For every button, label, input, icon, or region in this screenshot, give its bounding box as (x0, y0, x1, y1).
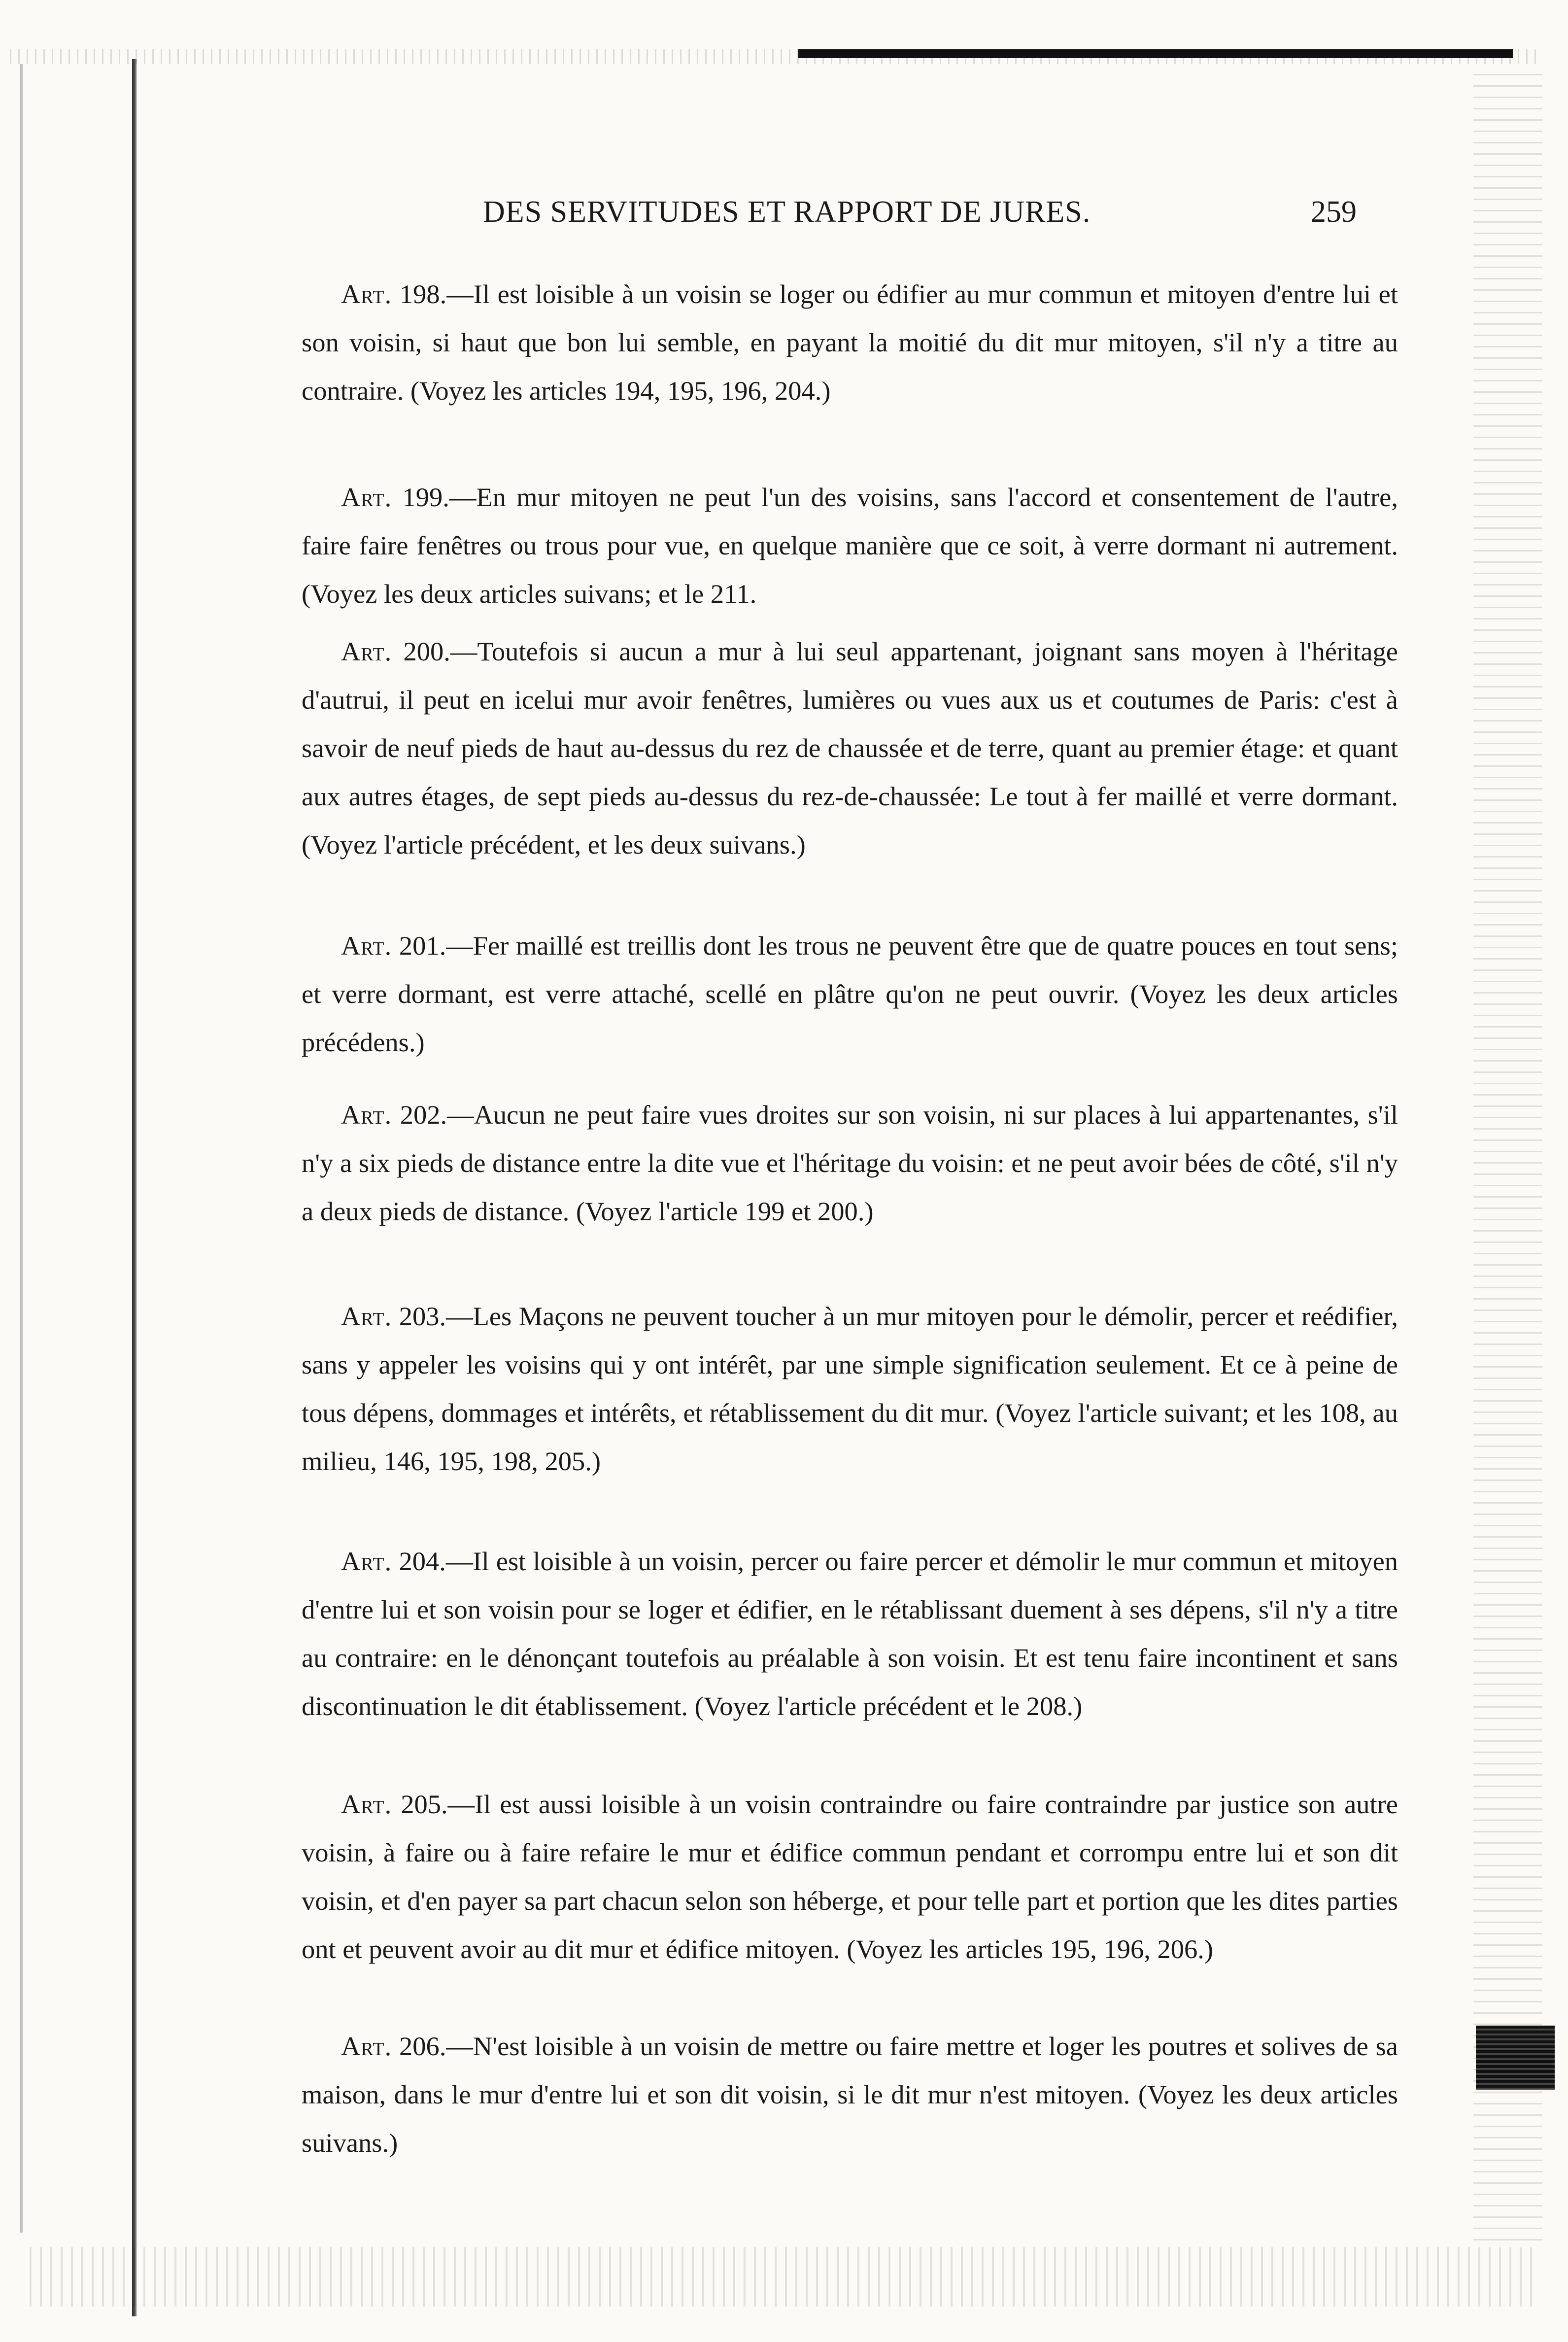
article-number: 199. (402, 482, 449, 512)
article-text: —Il est aussi loisible à un voisin contraindre ou faire contraindre par justice son autre voisin, à faire ou à faire refaire le mur et édifice commun pendant et corrompu entre lui et son dit voisin, et d'en payer sa part chacun selon son héberge, et pour telle part et portion que les dites parties ont et peuvent avoir au dit mur et édifice mitoyen. (Voyez les articles 195, 196, 206.) (302, 1789, 1398, 1964)
article-number: 198. (399, 279, 447, 309)
article-text: —Les Maçons ne peuvent toucher à un mur mitoyen pour le démolir, percer et reédifier, sans y appeler les voisins qui y ont intérêt, par une simple signification seulement. Et ce à peine de tous dépens, dommages et intérêts, et rétablissement du dit mur. (Voyez l'article suivant; et les 108, au milieu, 146, 195, 198, 205.) (302, 1301, 1398, 1476)
running-header: DES SERVITUDES ET RAPPORT DE JURES. (483, 195, 1091, 229)
article-199 (302, 473, 1398, 618)
article-label: Art. (341, 1301, 392, 1331)
article-202 (302, 1091, 1398, 1236)
article-number: 201. (399, 930, 446, 961)
article-text: —Il est loisible à un voisin, percer ou faire percer et démolir le mur commun et mitoyen d'entre lui et son voisin pour se loger et édifier, en le rétablissant duement à ses dépens, s'il n'y a titre au contraire: en le dénonçant toutefois au préalable à son voisin. Et est tenu faire incontinent et sans discontinuation le dit établissement. (Voyez l'article précédent et le 208.) (302, 1546, 1398, 1721)
article-label: Art. (341, 482, 392, 512)
article-198 (302, 270, 1398, 415)
article-label: Art. (341, 930, 392, 961)
article-label: Art. (341, 279, 392, 309)
scan-edge-left (132, 59, 137, 2316)
article-label: Art. (341, 1789, 392, 1819)
article-text: —N'est loisible à un voisin de mettre ou faire mettre et loger les poutres et solives de sa maison, dans le mur d'entre lui et son dit voisin, si le dit mur n'est mitoyen. (Voyez les deux articles suivans.) (302, 2031, 1398, 2158)
article-label: Art. (341, 636, 392, 666)
article-number: 206. (399, 2031, 446, 2061)
article-200 (302, 627, 1398, 869)
scan-edge-outer (20, 64, 23, 2233)
scan-speckle-right (1473, 74, 1542, 2242)
article-number: 205. (401, 1789, 448, 1819)
article-201 (302, 922, 1398, 1067)
scan-block-right (1476, 2026, 1555, 2090)
article-number: 202. (400, 1100, 447, 1130)
article-number: 200. (403, 636, 450, 666)
article-203 (302, 1292, 1398, 1485)
article-text: —En mur mitoyen ne peut l'un des voisins, sans l'accord et consentement de l'autre, faire faire fenêtres ou trous pour vue, en quelque manière que ce soit, à verre dormant ni autrement. (Voyez les deux articles suivans; et le 211. (302, 482, 1398, 609)
article-text: —Toutefois si aucun a mur à lui seul appartenant, joignant sans moyen à l'héritage d'autrui, il peut en icelui mur avoir fenêtres, lumières ou vues aux us et coutumes de Paris: c'est à savoir de neuf pieds de haut au-dessus du rez de chaussée et de terre, quant au premier étage: et quant aux autres étages, de sept pieds au-dessus du rez-de-chaussée: Le tout à fer maillé et verre dormant. (Voyez l'article précédent, et les deux suivans.) (302, 636, 1398, 860)
article-text: —Aucun ne peut faire vues droites sur son voisin, ni sur places à lui appartenantes, s'il n'y a six pieds de distance entre la dite vue et l'héritage du voisin: et ne peut avoir bées de côté, s'il n'y a deux pieds de distance. (Voyez l'article 199 et 200.) (302, 1100, 1398, 1226)
article-text: —Fer maillé est treillis dont les trous ne peuvent être que de quatre pouces en tout sens; et verre dormant, est verre attaché, scellé en plâtre qu'on ne peut ouvrir. (Voyez les deux articles précédens.) (302, 930, 1398, 1057)
scan-bar-top (798, 49, 1513, 58)
article-number: 204. (399, 1546, 446, 1576)
article-label: Art. (341, 1100, 392, 1130)
article-206 (302, 2022, 1398, 2167)
article-label: Art. (341, 1546, 392, 1576)
article-number: 203. (399, 1301, 446, 1331)
article-text: —Il est loisible à un voisin se loger ou édifier au mur commun et mitoyen d'entre lui et son voisin, si haut que bon lui semble, en payant la moitié du dit mur mitoyen, s'il n'y a titre au contraire. (Voyez les articles 194, 195, 196, 204.) (302, 279, 1398, 406)
scan-speckle-bottom (30, 2247, 1537, 2307)
article-205 (302, 1780, 1398, 1973)
page-number: 259 (1311, 195, 1357, 229)
article-204 (302, 1537, 1398, 1730)
article-label: Art. (341, 2031, 392, 2061)
